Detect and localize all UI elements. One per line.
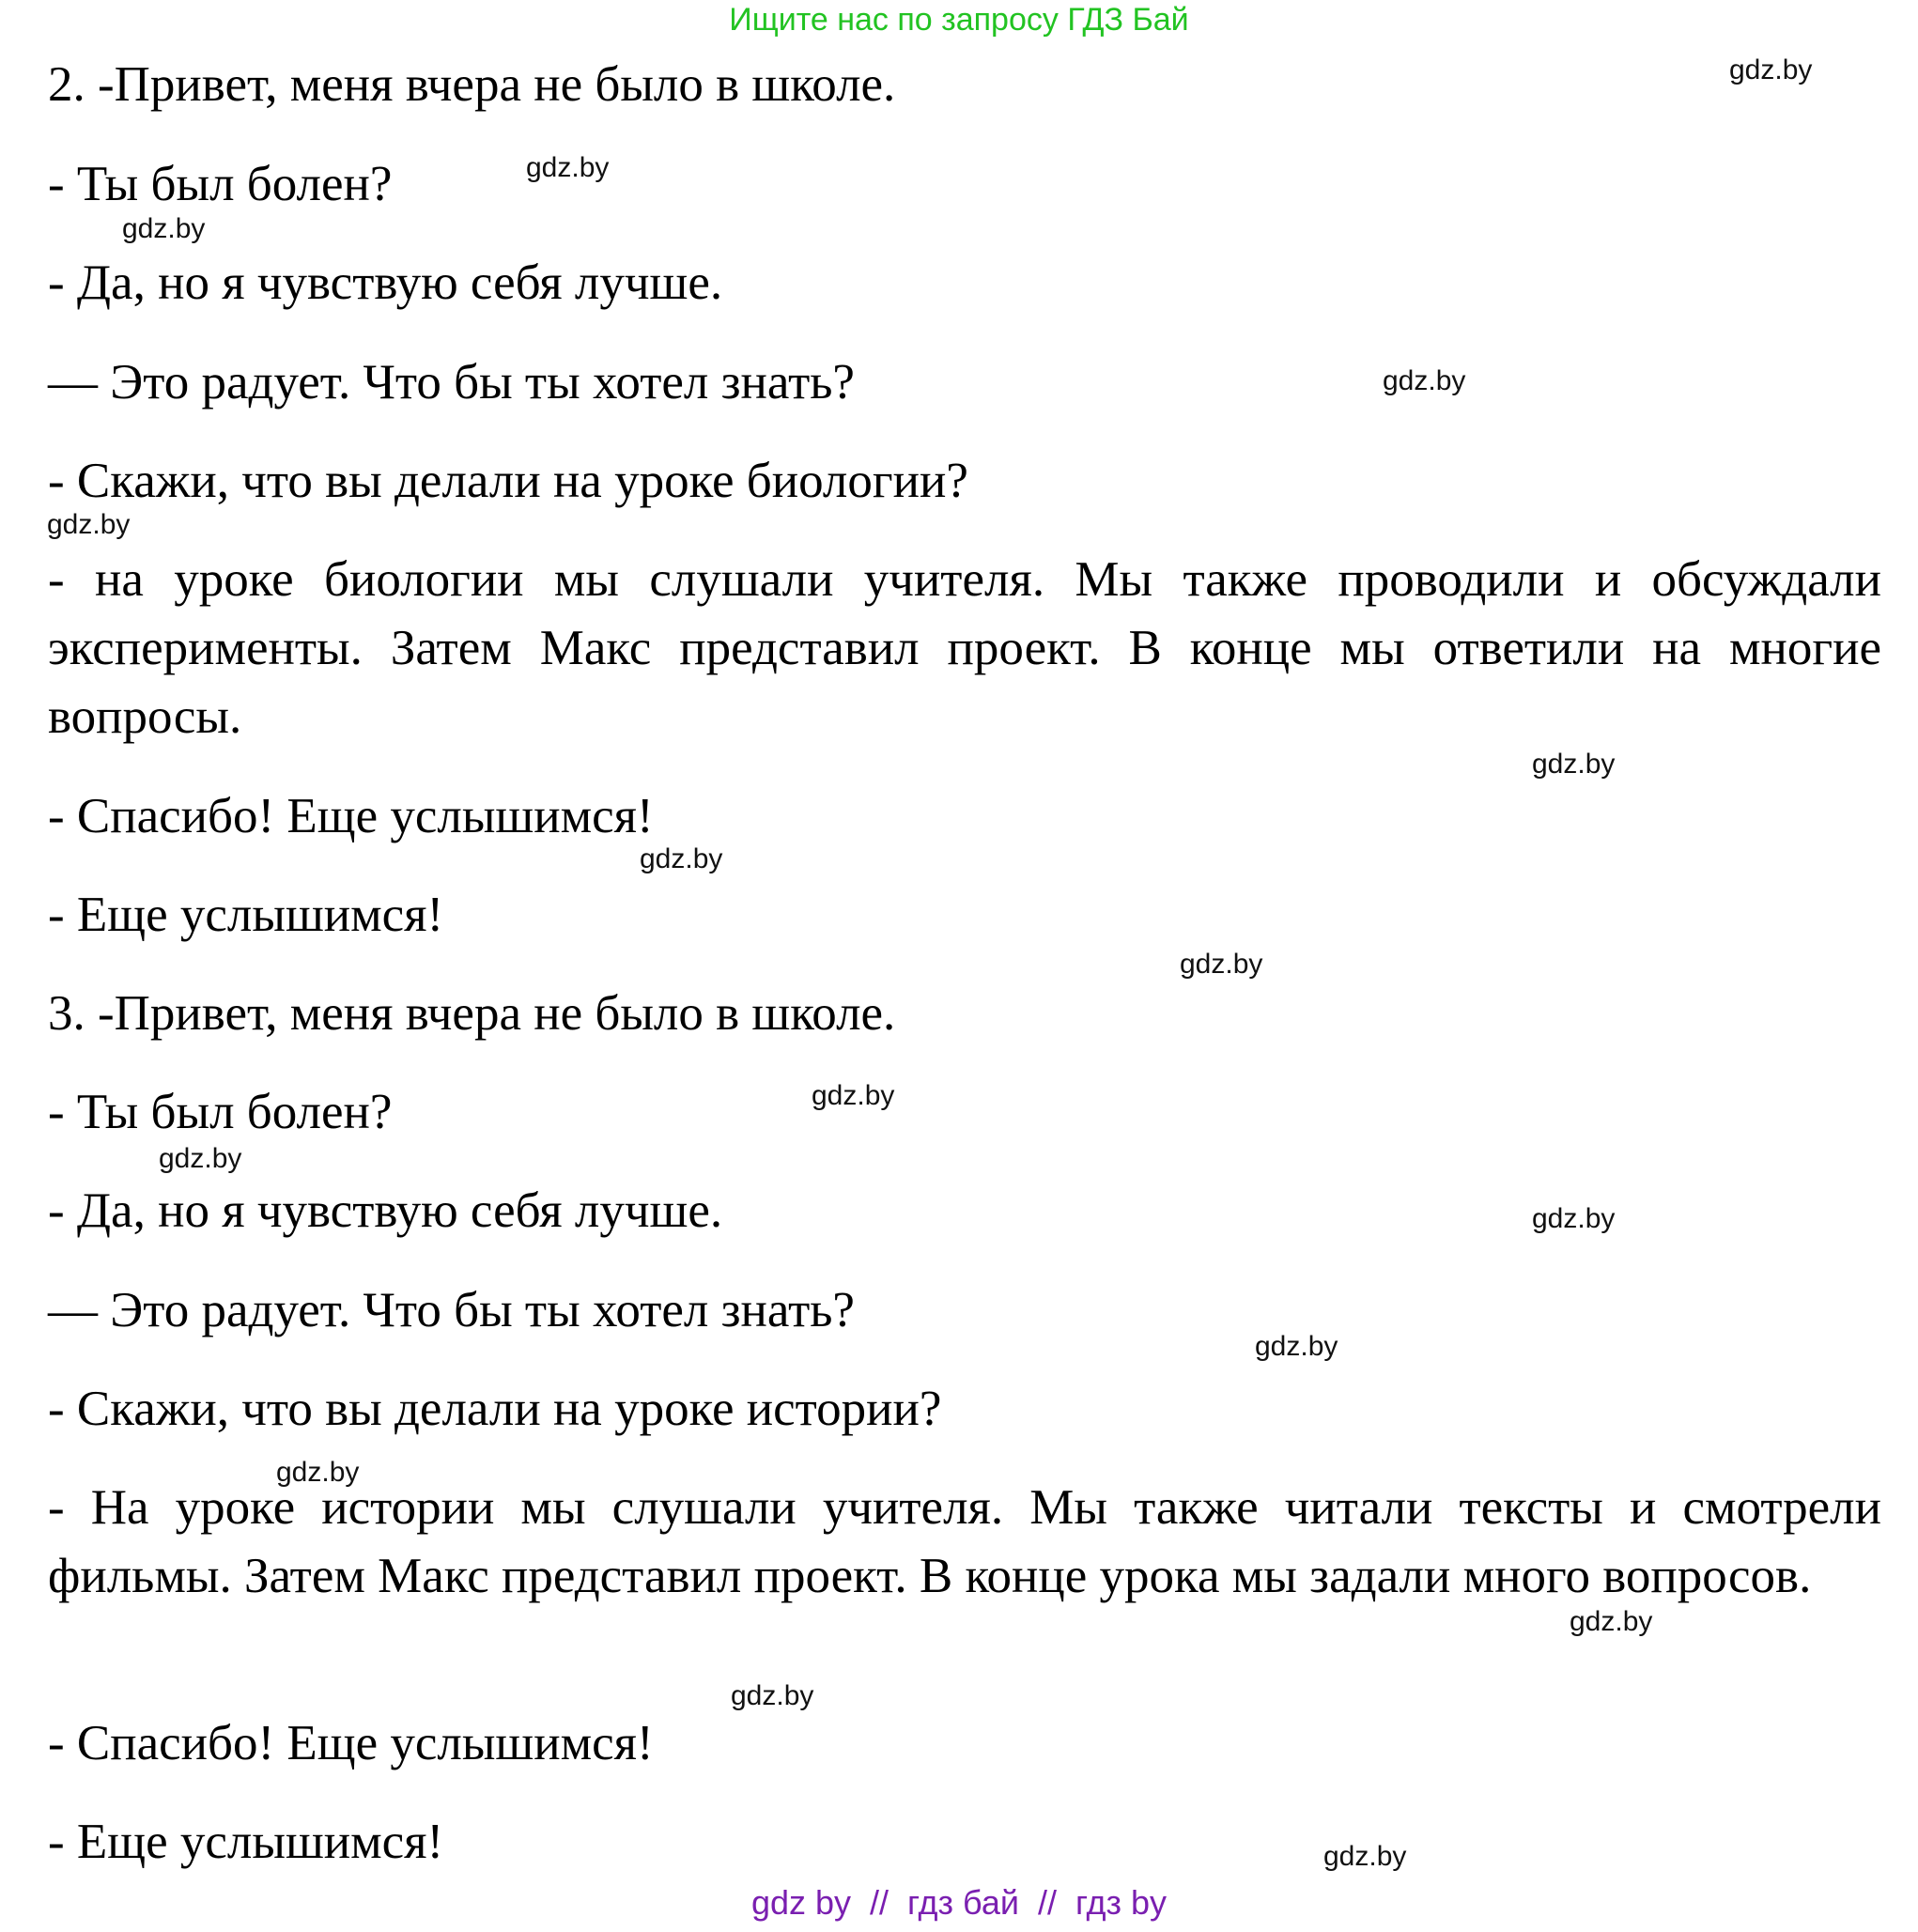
watermark: gdz.by <box>1729 54 1813 85</box>
s3-line-ask: - Скажи, что вы делали на уроке истории? <box>48 1382 942 1436</box>
watermark: gdz.by <box>47 509 131 540</box>
s2-line-reply: — Это радует. Что бы ты хотел знать? <box>48 355 855 410</box>
watermark: gdz.by <box>640 843 723 874</box>
watermark: gdz.by <box>1383 365 1466 396</box>
watermark: gdz.by <box>526 152 610 183</box>
s3-line-thanks: - Спасибо! Еще услышимся! <box>48 1716 654 1770</box>
s3-line-greeting: 3. -Привет, меня вчера не было в школе. <box>48 986 896 1041</box>
watermark: gdz.by <box>1570 1606 1653 1637</box>
s2-paragraph: - на уроке биологии мы слушали учителя. Мы также проводили и обсуждали эксперименты. Затем Макс представил проект. В конце мы ответили на многие вопросы. <box>48 552 1881 744</box>
s3-line-answer: - Да, но я чувствую себя лучше. <box>48 1183 723 1238</box>
s2-line-thanks: - Спасибо! Еще услышимся! <box>48 789 654 843</box>
watermark: gdz.by <box>159 1143 242 1174</box>
search-hint-banner: Ищите нас по запросу ГДЗ Бай <box>729 2 1189 38</box>
s2-line-bye: - Еще услышимся! <box>48 888 444 942</box>
s3-line-reply: — Это радует. Что бы ты хотел знать? <box>48 1283 855 1337</box>
s2-line-greeting: 2. -Привет, меня вчера не было в школе. <box>48 57 896 112</box>
s2-line-ask: - Скажи, что вы делали на уроке биологии? <box>48 454 968 508</box>
s3-paragraph: - На уроке истории мы слушали учителя. Мы также читали тексты и смотрели фильмы. Затем Макс представил проект. В конце урока мы задали много вопросов. <box>48 1480 1881 1603</box>
s2-line-question: - Ты был болен? <box>48 157 393 211</box>
s2-line-answer: - Да, но я чувствую себя лучше. <box>48 255 723 310</box>
watermark: gdz.by <box>122 213 206 244</box>
watermark: gdz.by <box>812 1080 895 1111</box>
watermark: gdz.by <box>1532 1203 1616 1234</box>
watermark: gdz.by <box>731 1680 814 1711</box>
watermark: gdz.by <box>1323 1841 1407 1872</box>
watermark: gdz.by <box>1255 1331 1338 1362</box>
watermark: gdz.by <box>1180 949 1263 980</box>
footer-links: gdz by // гдз бай // гдз by <box>750 1883 1168 1922</box>
watermark: gdz.by <box>1532 749 1616 780</box>
s3-line-bye: - Еще услышимся! <box>48 1815 444 1869</box>
watermark: gdz.by <box>276 1457 360 1488</box>
s3-line-question: - Ты был болен? <box>48 1085 393 1139</box>
